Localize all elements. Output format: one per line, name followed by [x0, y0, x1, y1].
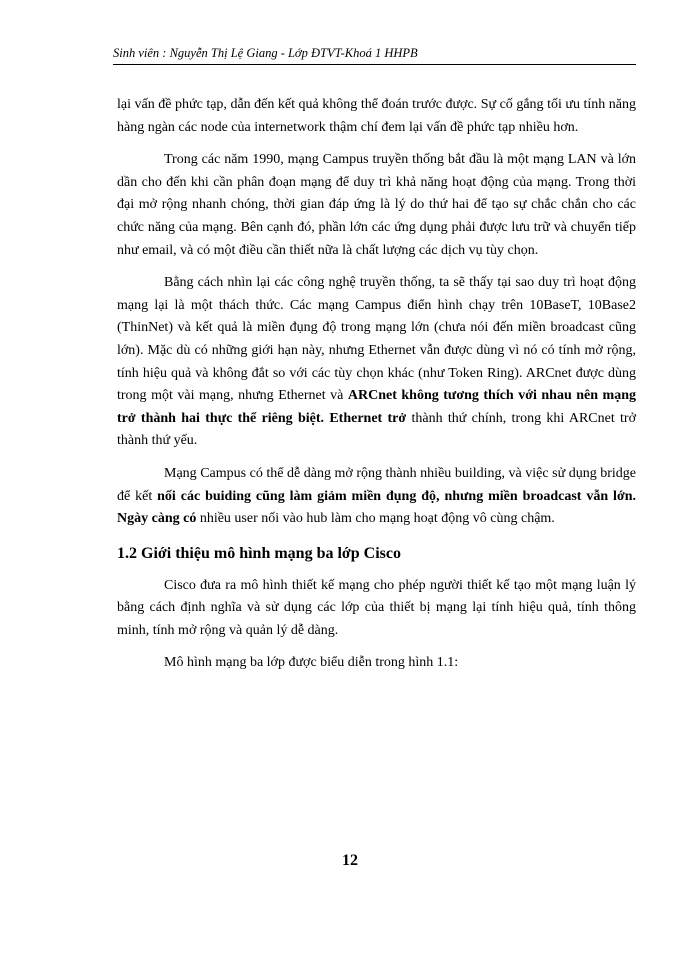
- section-heading: 1.2 Giới thiệu mô hình mạng ba lớp Cisco: [117, 544, 401, 562]
- header-text: Sinh viên : Nguyễn Thị Lệ Giang - Lớp ĐTVT-Khoá 1 HHPB: [113, 46, 418, 60]
- paragraph-4-text-2: nhiều user nối vào hub làm cho mạng hoạt động vô cùng chậm.: [196, 511, 555, 527]
- paragraph-6: Mô hình mạng ba lớp được biểu diễn trong hình 1.1:: [164, 655, 459, 671]
- page-body: [117, 94, 636, 685]
- paragraph-3-bold: ARCnet không tương thích với nhau nên mạng trở thành hai thực thể riêng biệt. Ethernet trở: [117, 388, 637, 426]
- paragraph-2: Trong các năm 1990, mạng Campus truyền thống bắt đầu là một mạng LAN và lớn dần cho đến khi cần phân đoạn mạng để duy trì khả năng hoạt động của mạng. Trong thời đại mở rộng nhanh chóng, thời gian đáp ứng là lý do thứ hai để tạo sự chắc chắn cho các chức năng của mạng. Bên cạnh đó, phần lớn các ứng dụng phải được lưu trữ và chuyển tiếp như email, và có một điều cần thiết nữa là chất lượng các dịch vụ tùy chọn.: [117, 152, 636, 258]
- page-number: 12: [342, 852, 358, 869]
- paragraph-4-text-1: Mạng Campus có thể dễ dàng mở rộng thành nhiều building, và việc sử dụng bridge để kết: [117, 465, 636, 504]
- paragraph-4: [117, 463, 636, 531]
- page-header: [113, 44, 636, 65]
- paragraph-3-text-1: Bằng cách nhìn lại các công nghệ truyền thống, ta sẽ thấy tại sao duy trì hoạt động mạng lại là một thách thức. Các mạng Campus điển hình chạy trên 10BaseT, 10Base2 (ThinNet) và kết quả là miền đụng độ trong mạng lớn (chưa nói đến miền broadcast cũng lớn). Mặc dù có những giới hạn này, nhưng Ethernet vẫn được dùng vì nó có tính mở rộng, tính hiệu quả và không đắt so với các tùy chọn khác (như Token Ring). ARCnet được dùng trong một vài mạng, nhưng Ethernet và: [117, 275, 636, 404]
- paragraph-3: [117, 272, 636, 453]
- paragraph-1: lại vấn đề phức tạp, dẫn đến kết quả không thể đoán trước được. Sự cố gắng tối ưu tính năng hàng ngàn các node của internetwork thậm chí đem lại vấn đề phức tạp nhiều hơn.: [117, 97, 636, 135]
- paragraph-4-bold: nối các buiding cũng làm giảm miền đụng độ, nhưng miền broadcast vẫn lớn. Ngày càng có: [117, 488, 636, 527]
- paragraph-3-text-2: thành thứ chính, trong khi ARCnet trở thành thứ yếu.: [117, 410, 636, 449]
- paragraph-5: Cisco đưa ra mô hình thiết kế mạng cho phép người thiết kế tạo một mạng luận lý bằng cách định nghĩa và sử dụng các lớp của thiết bị mạng lại tính hiệu quả, tính thông minh, tính mở rộng và quản lý dễ dàng.: [117, 577, 636, 638]
